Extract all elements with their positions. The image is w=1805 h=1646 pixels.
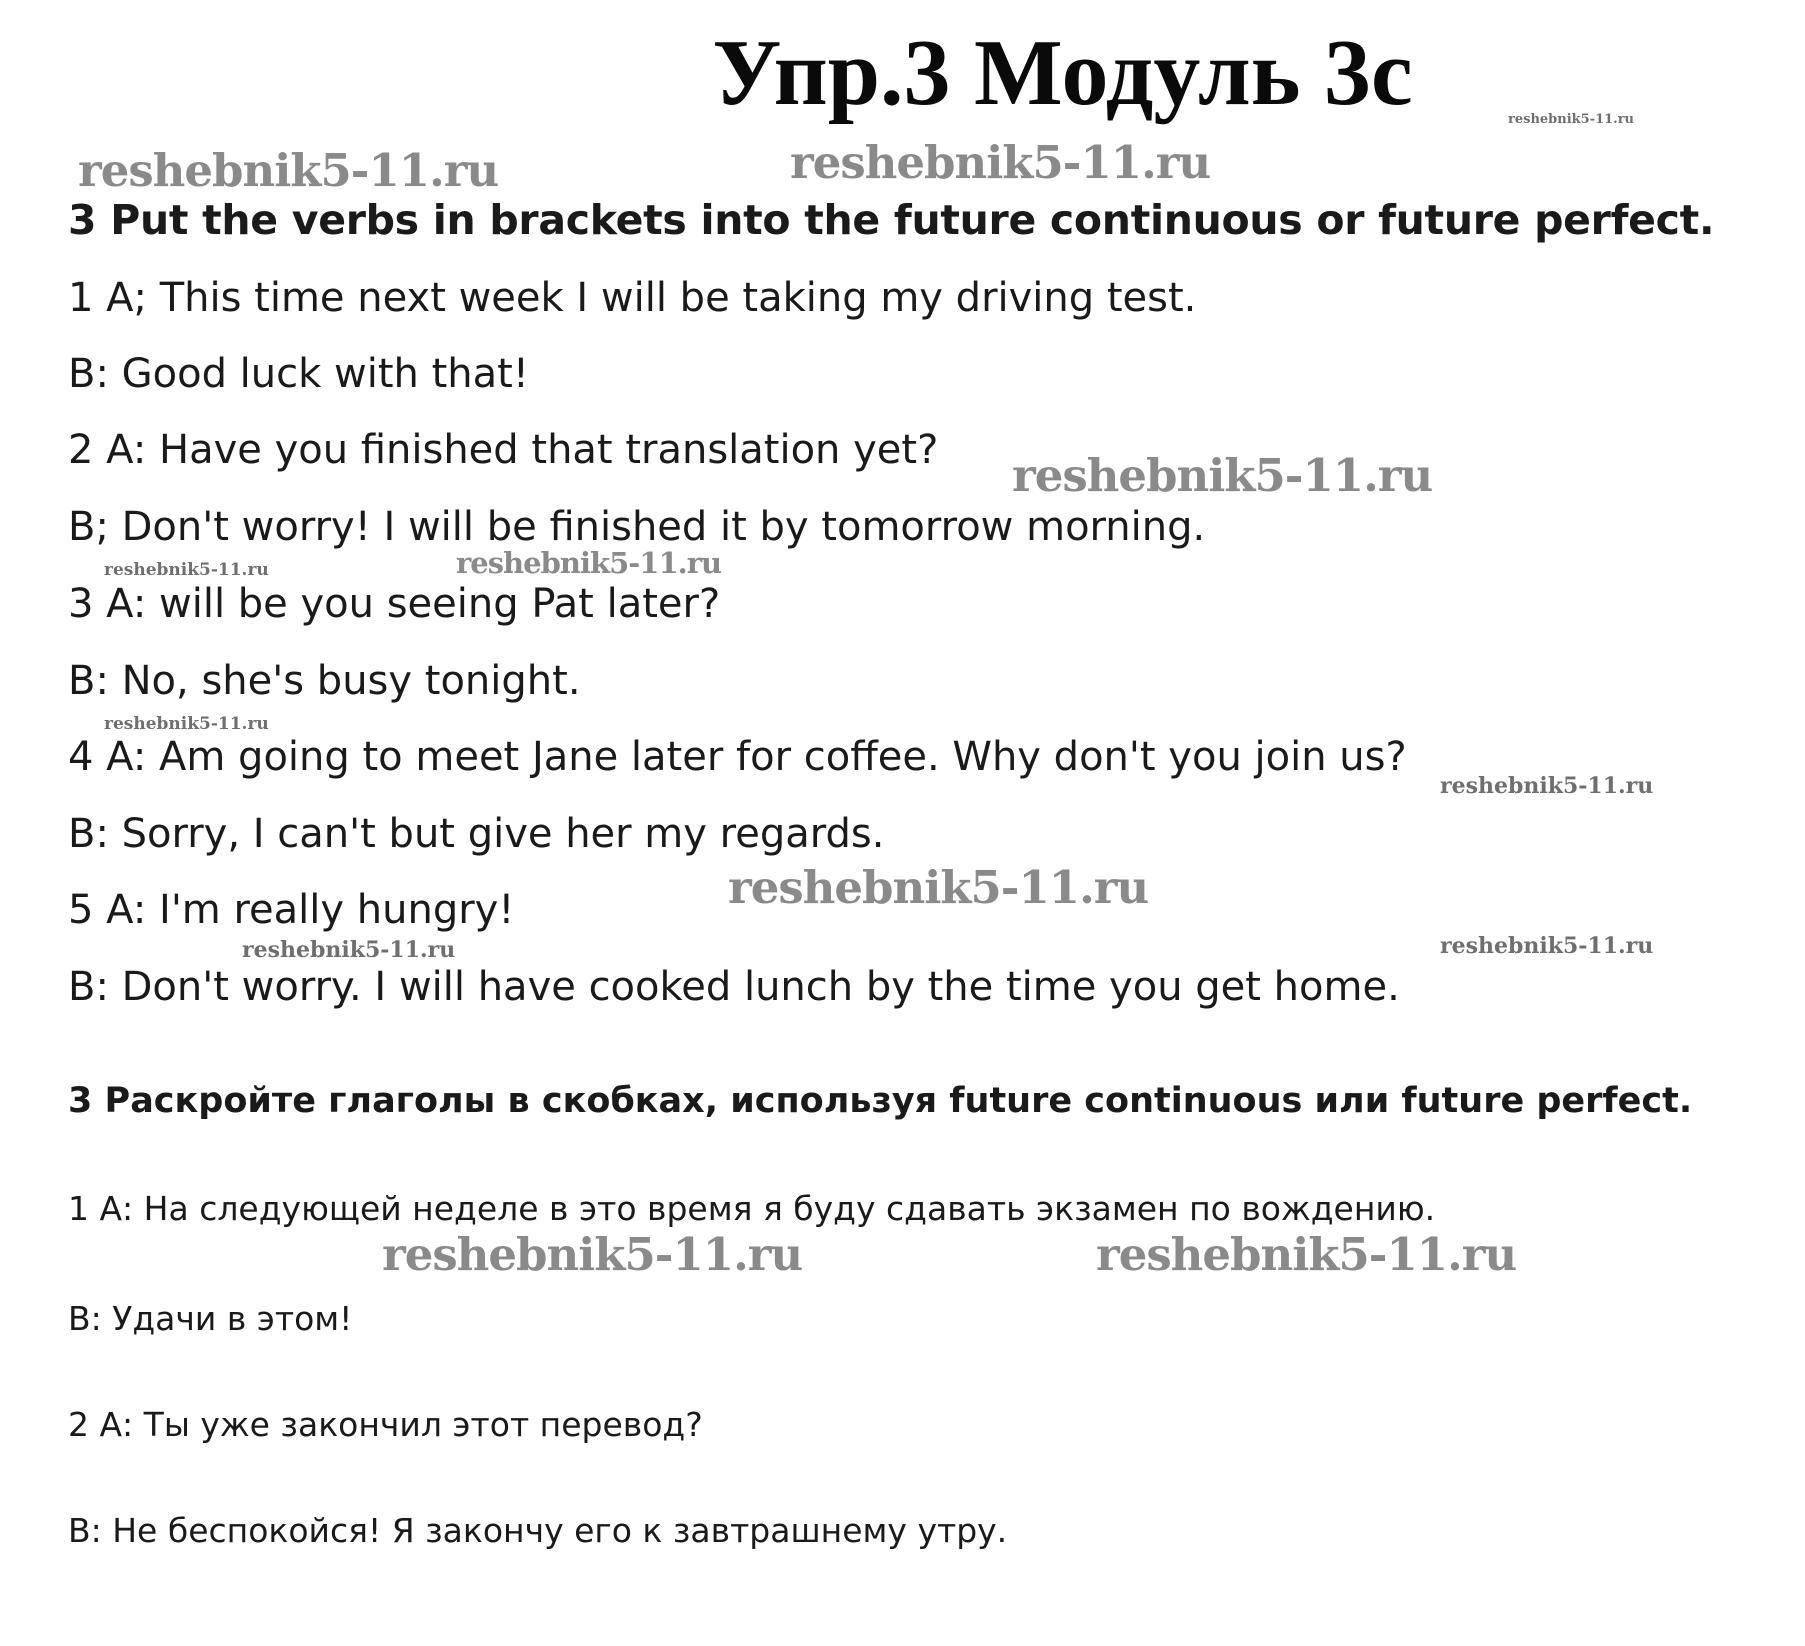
watermark: reshebnik5-11.ru — [78, 144, 499, 197]
watermark: reshebnik5-11.ru — [382, 1228, 803, 1281]
exercise-line: 2 A: Have you finished that translation yet? — [68, 427, 939, 473]
watermark: reshebnik5-11.ru — [1440, 773, 1654, 799]
exercise-line: 4 A: Am going to meet Jane later for coffee. Why don't you join us? — [68, 734, 1407, 780]
watermark: reshebnik5-11.ru — [1508, 112, 1635, 127]
page-title: Упр.3 Модуль 3c — [712, 21, 1413, 125]
exercise-line: B: Don't worry. I will have cooked lunch by the time you get home. — [68, 964, 1400, 1010]
exercise-line: 3 A: will be you seeing Pat later? — [68, 581, 721, 627]
watermark: reshebnik5-11.ru — [104, 714, 269, 734]
watermark: reshebnik5-11.ru — [456, 546, 722, 580]
exercise-line: 1 А: На следующей неделе в это время я буду сдавать экзамен по вождению. — [68, 1189, 1436, 1228]
watermark: reshebnik5-11.ru — [728, 861, 1149, 914]
watermark: reshebnik5-11.ru — [104, 560, 269, 580]
watermark: reshebnik5-11.ru — [790, 136, 1211, 189]
watermark: reshebnik5-11.ru — [1012, 449, 1433, 502]
exercise-heading-en: 3 Put the verbs in brackets into the future continuous or future perfect. — [68, 196, 1715, 244]
watermark: reshebnik5-11.ru — [1440, 933, 1654, 959]
exercise-line: B: No, she's busy tonight. — [68, 658, 581, 704]
exercise-line: В: Не беспокойся! Я закончу его к завтрашнему утру. — [68, 1511, 1008, 1550]
exercise-line: B; Don't worry! I will be finished it by tomorrow morning. — [68, 504, 1206, 550]
watermark: reshebnik5-11.ru — [242, 937, 456, 963]
exercise-line: 5 A: I'm really hungry! — [68, 887, 515, 933]
exercise-line: 1 A; This time next week I will be taking my driving test. — [68, 275, 1197, 321]
exercise-line: В: Удачи в этом! — [68, 1299, 353, 1338]
exercise-heading-ru: 3 Раскройте глаголы в скобках, используя future continuous или future perfect. — [68, 1081, 1693, 1121]
watermark: reshebnik5-11.ru — [1096, 1228, 1517, 1281]
exercise-line: B: Sorry, I can't but give her my regards. — [68, 811, 885, 857]
exercise-line: 2 А: Ты уже закончил этот перевод? — [68, 1405, 703, 1444]
exercise-line: B: Good luck with that! — [68, 351, 529, 397]
